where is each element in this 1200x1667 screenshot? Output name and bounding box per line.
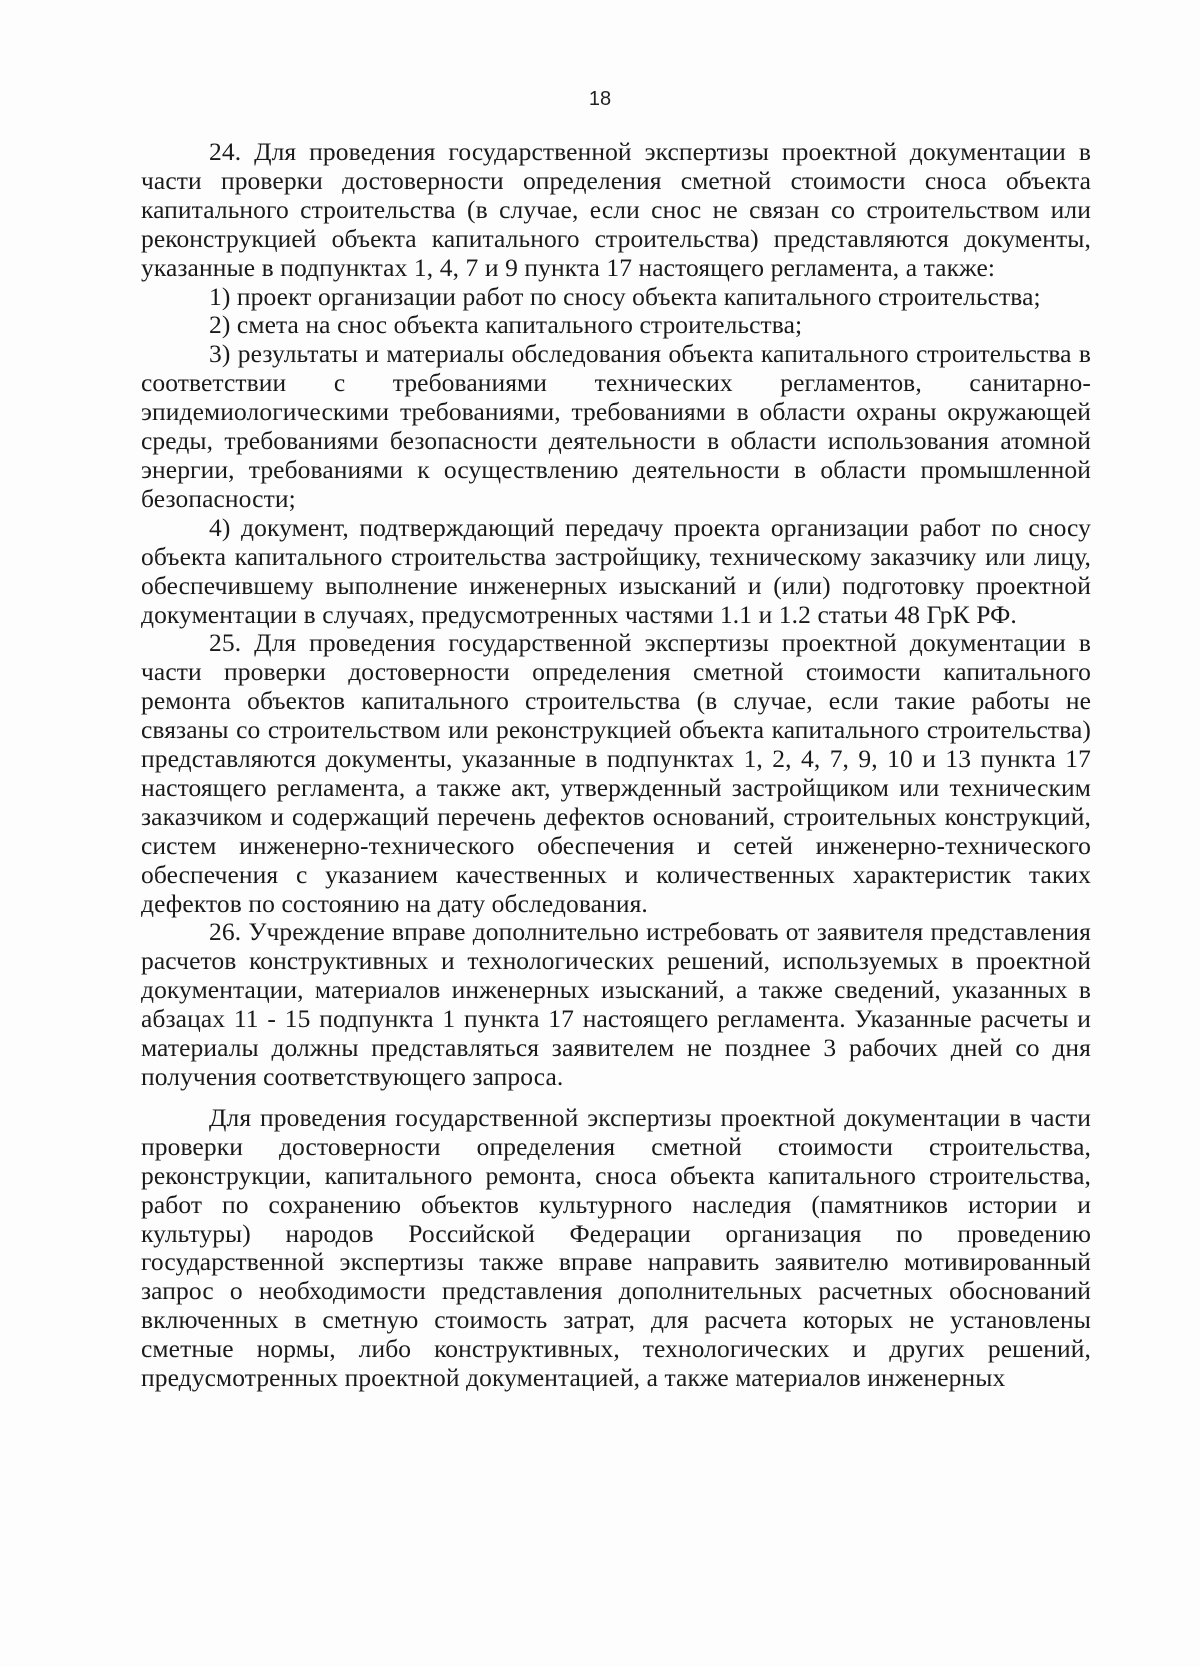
paragraph-24-item-4: 4) документ, подтверждающий передачу проекта организации работ по сносу объекта капитального строительства застройщику, техническому заказчику или лицу, обеспечившему выполнение инженерных изысканий и (или) подготовку проектной документации в случаях, предусмотренных частями 1.1 и 1.2 статьи 48 ГрК РФ.: [141, 512, 1091, 629]
paragraph-26-continuation: Для проведения государственной экспертизы проектной документации в части проверки достоверности определения сметной стоимости строительства, реконструкции, капитального ремонта, сноса объекта капитального строительства, работ по сохранению объектов культурного наследия (памятников истории и культуры) народов Российской Федерации организация по проведению государственной экспертизы также вправе направить заявителю мотивированный запрос о необходимости представления дополнительных расчетных обоснований включенных в сметную стоимость затрат, для расчета которых не установлены сметные нормы, либо конструктивных, технологических и других решений, предусмотренных проектной документацией, а также материалов инженерных: [141, 1102, 1091, 1393]
paragraph-24-item-1: 1) проект организации работ по сносу объекта капитального строительства;: [209, 281, 1041, 311]
paragraph-26: 26. Учреждение вправе дополнительно истребовать от заявителя представления расчетов конструктивных и технологических решений, используемых в проектной документации, материалов инженерных изысканий, а также сведений, указанных в абзацах 11 - 15 подпункта 1 пункта 17 настоящего регламента. Указанные расчеты и материалы должны представляться заявителем не позднее 3 рабочих дней со дня получения соответствующего запроса.: [141, 917, 1091, 1091]
paragraph-25: 25. Для проведения государственной экспертизы проектной документации в части проверки достоверности определения сметной стоимости капитального ремонта объектов капитального строительства (в случае, если такие работы не связаны со строительством или реконструкцией объекта капитального строительства) представляются документы, указанные в подпунктах 1, 2, 4, 7, 9, 10 и 13 пункта 17 настоящего регламента, а также акт, утвержденный застройщиком или техническим заказчиком и содержащий перечень дефектов оснований, строительных конструкций, систем инженерно-технического обеспечения и сетей инженерно-технического обеспечения с указанием качественных и количественных характеристик таких дефектов по состоянию на дату обследования.: [141, 628, 1091, 918]
paragraph-24-item-3: 3) результаты и материалы обследования объекта капитального строительства в соответствии с требованиями технических регламентов, санитарно-эпидемиологическими требованиями, требованиями в области охраны окружающей среды, требованиями безопасности деятельности в области использования атомной энергии, требованиями к осуществлению деятельности в области промышленной безопасности;: [141, 339, 1091, 513]
document-body: [141, 138, 1091, 1393]
paragraph-24-item-2: 2) смета на снос объекта капитального строительства;: [209, 310, 803, 340]
page-number: 18: [588, 88, 612, 110]
paragraph-24: 24. Для проведения государственной экспертизы проектной документации в части проверки достоверности определения сметной стоимости сноса объекта капитального строительства (в случае, если снос не связан со строительством или реконструкцией объекта капитального строительства) представляются документы, указанные в подпунктах 1, 4, 7 и 9 пункта 17 настоящего регламента, а также:: [141, 137, 1091, 282]
